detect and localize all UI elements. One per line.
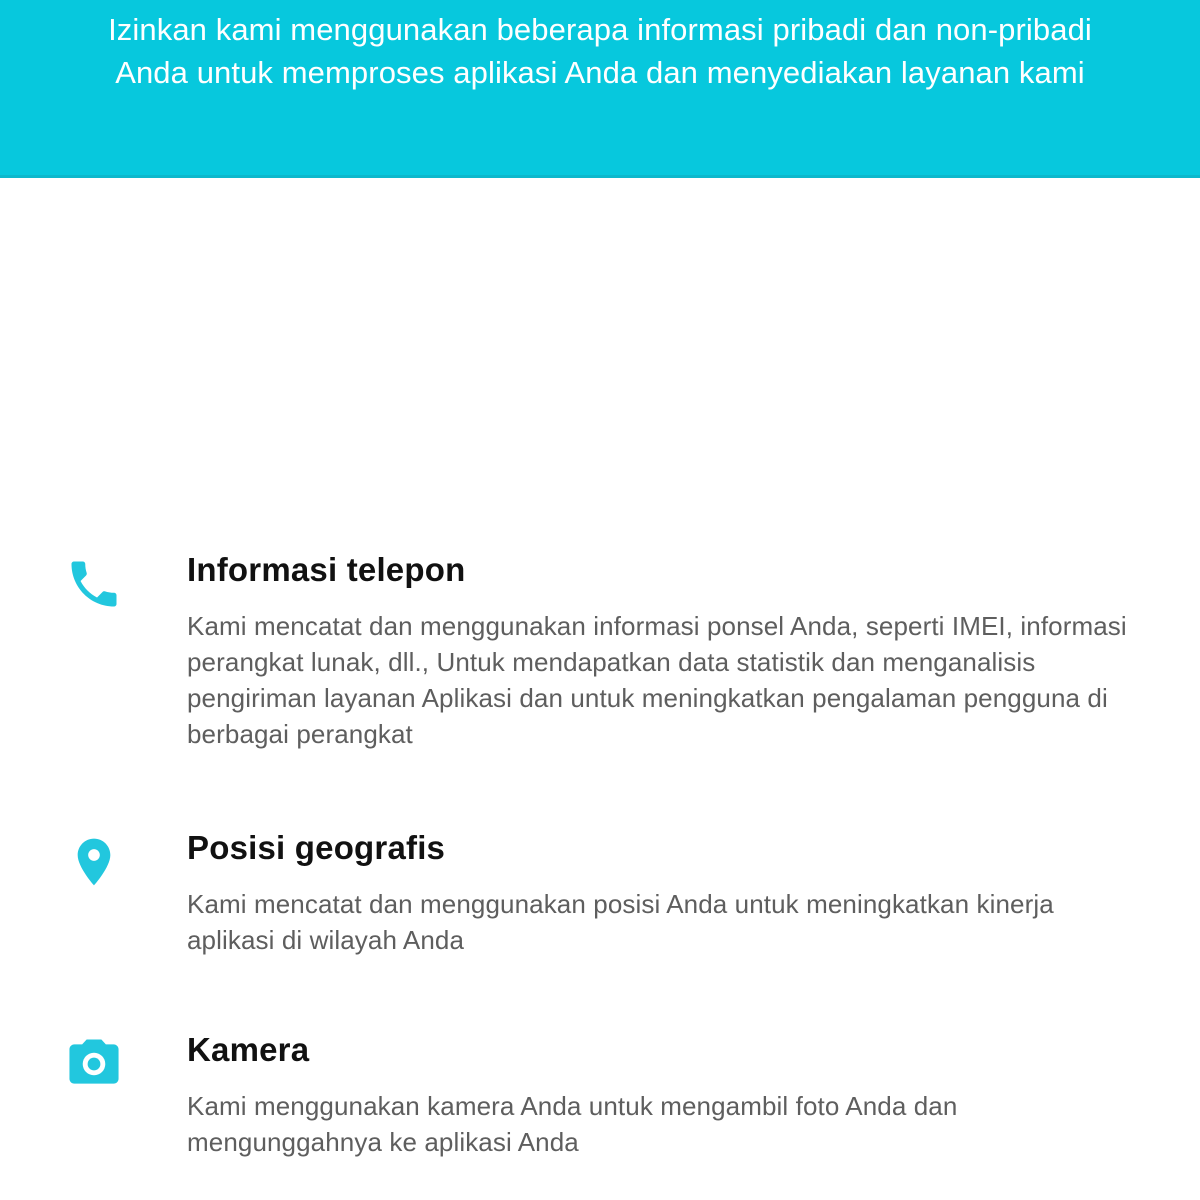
permission-description: Kami mencatat dan menggunakan informasi ponsel Anda, seperti IMEI, informasi perangkat lunak, dll., Untuk mendapatkan data statistik dan menganalisis pengiriman layanan Aplikasi dan untuk meningkatkan pengalaman pengguna di berbagai perangkat <box>187 611 1127 749</box>
camera-icon <box>62 1032 126 1096</box>
consent-header-banner <box>0 0 1200 178</box>
phone-icon <box>62 552 126 616</box>
permission-title: Kamera <box>187 1031 310 1068</box>
permission-description: Kami menggunakan kamera Anda untuk mengambil foto Anda dan mengunggahnya ke aplikasi Anda <box>187 1091 958 1157</box>
permission-description: Kami mencatat dan menggunakan posisi Anda untuk meningkatkan kinerja aplikasi di wilayah Anda <box>187 889 1054 955</box>
permissions-list <box>0 178 1200 1160</box>
permission-item-camera <box>0 1030 1200 1160</box>
permission-title: Posisi geografis <box>187 829 446 866</box>
permission-title: Informasi telepon <box>187 551 466 588</box>
consent-header-text: Izinkan kami menggunakan beberapa informasi pribadi dan non-pribadi Anda untuk memproses aplikasi Anda dan menyediakan layanan kami <box>108 12 1092 90</box>
permission-item-location <box>0 828 1200 958</box>
permissions-page-body <box>0 178 1200 1160</box>
location-pin-icon <box>62 830 126 894</box>
permission-item-phone-info <box>0 550 1200 752</box>
